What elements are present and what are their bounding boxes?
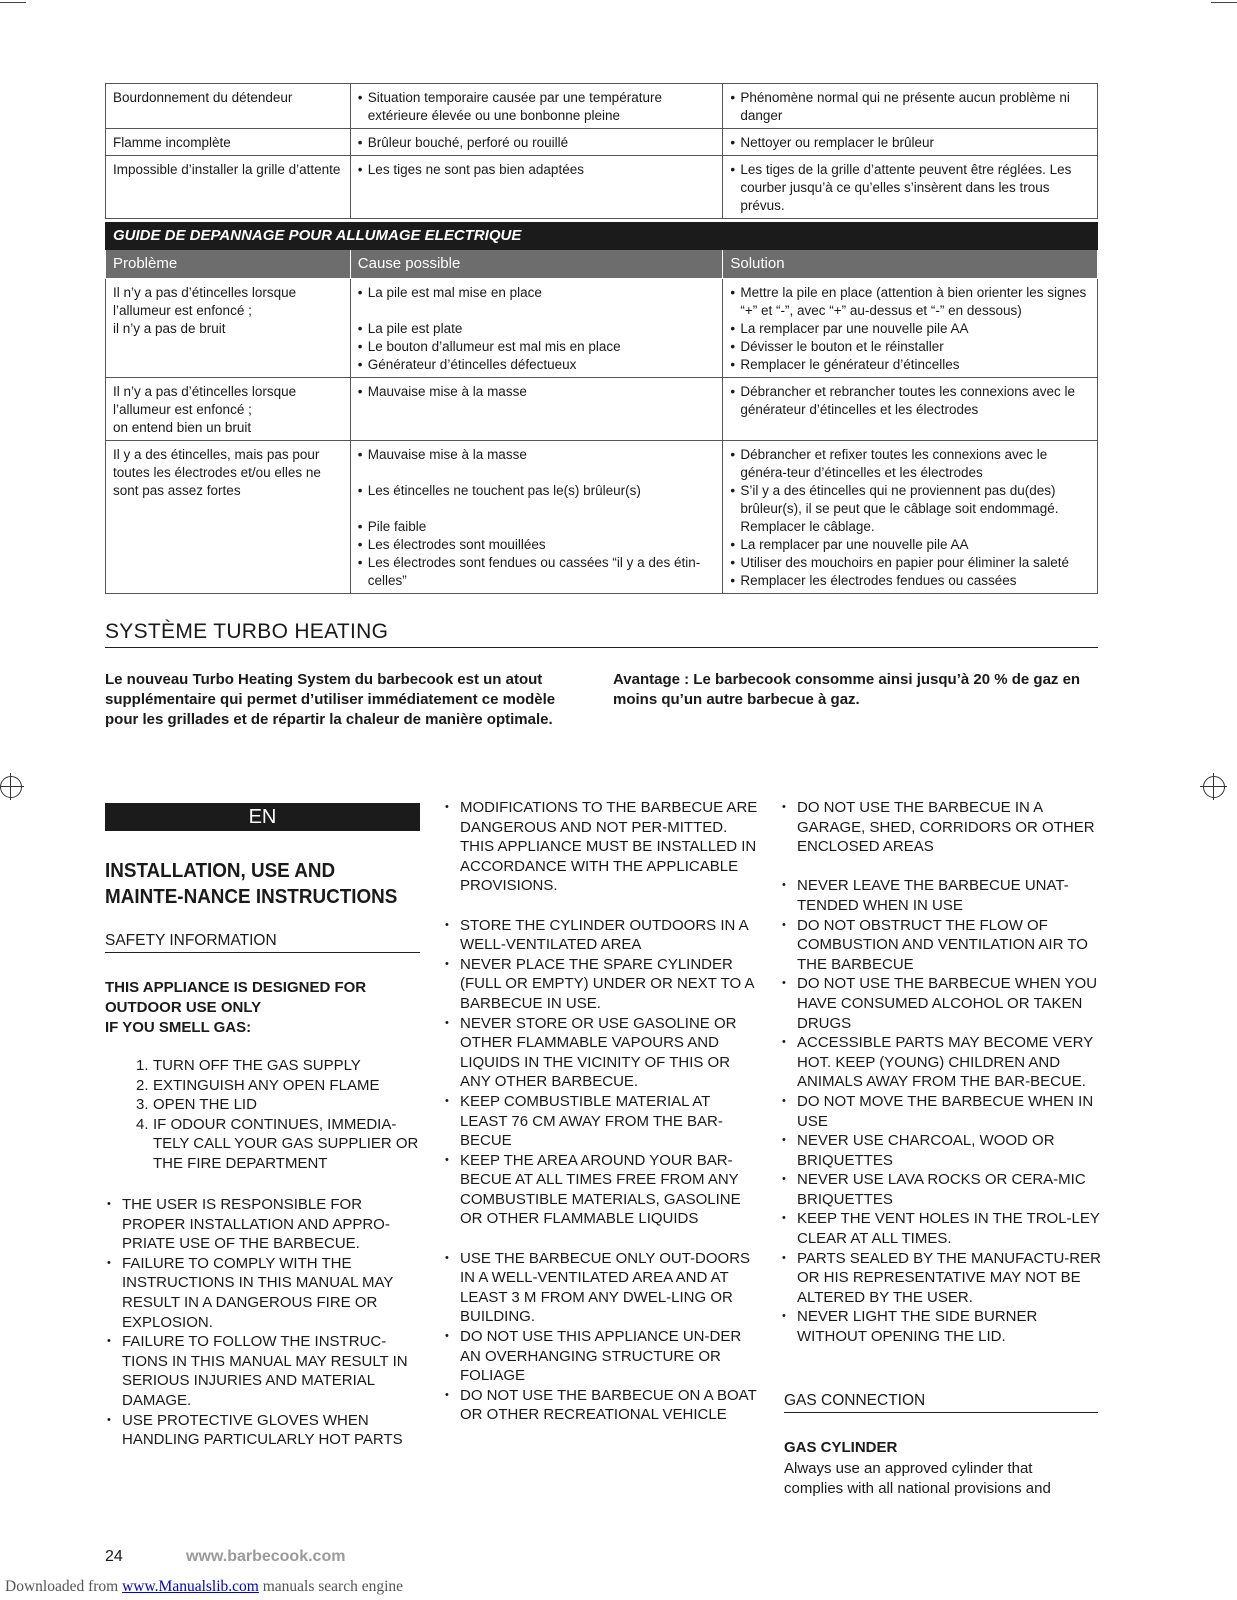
safety-bullet: • PARTS SEALED BY THE MANUFACTU-RER OR HIS REPRESENTATIVE MAY NOT BE ALTERED BY THE USER. (780, 1249, 1102, 1308)
step-text: EXTINGUISH ANY OPEN FLAME (153, 1076, 380, 1094)
table-row (106, 156, 1098, 219)
cause-item: • Le bouton d’allumeur est mal mis en place (358, 338, 716, 356)
cause-cell (350, 378, 723, 441)
solution-item: • Débrancher et refixer toutes les connexions avec le généra-teur d’étincelles et les électrodes (730, 446, 1090, 482)
manualslib-link[interactable]: www.Manualslib.com (122, 1578, 259, 1595)
language-label: EN (105, 803, 420, 831)
safety-bullet: • KEEP THE VENT HOLES IN THE TROL-LEY CLEAR AT ALL TIMES. (780, 1209, 1102, 1248)
solution-cell (723, 84, 1098, 129)
step-text: TURN OFF THE GAS SUPPLY (153, 1057, 361, 1074)
column-header-solution: Solution (723, 250, 1098, 279)
safety-list-col2 (443, 798, 761, 1425)
cause-cell (350, 279, 723, 378)
numbered-step (136, 1056, 420, 1076)
safety-bullet: • DO NOT USE THIS APPLIANCE UN-DER AN OVERHANGING STRUCTURE OR FOLIAGE (443, 1327, 761, 1386)
solution-item: • S’il y a des étincelles qui ne proviennent pas du(des) brûleur(s), il se peut que le câblage soit endommagé. Remplacer le câblage. (730, 482, 1090, 536)
safety-bullet: • USE PROTECTIVE GLOVES WHEN HANDLING PARTICULARLY HOT PARTS (105, 1411, 423, 1450)
section-title-turbo-heating: SYSTÈME TURBO HEATING (105, 620, 1098, 648)
crop-mark (0, 2, 26, 3)
safety-bullet: • FAILURE TO FOLLOW THE INSTRUC-TIONS IN THIS MANUAL MAY RESULT IN SERIOUS INJURIES AND MATERIAL DAMAGE. (105, 1332, 423, 1410)
cause-item: • Les tiges ne sont pas bien adaptées (358, 161, 716, 179)
safety-bullet: • DO NOT OBSTRUCT THE FLOW OF COMBUSTION AND VENTILATION AIR TO THE BARBECUE (780, 916, 1102, 975)
numbered-step (136, 1076, 420, 1096)
solution-cell (723, 378, 1098, 441)
safety-bullet: • DO NOT MOVE THE BARBECUE WHEN IN USE (780, 1092, 1102, 1131)
note-line: IF YOU SMELL GAS: (105, 1019, 252, 1036)
solution-item: • Dévisser le bouton et le réinstaller (730, 338, 1090, 356)
step-number: 3. (136, 1096, 149, 1114)
cause-item: • Les électrodes sont fendues ou cassées “il y a des étin-celles” (358, 554, 716, 590)
solution-item: • Utiliser des mouchoirs en papier pour éliminer la saleté (730, 554, 1090, 572)
turbo-advantage-text: Avantage : Le barbecook consomme ainsi jusqu’à 20 % de gaz en moins qu’un autre barbecue à gaz. (613, 671, 1081, 708)
solution-item: • Nettoyer ou remplacer le brûleur (730, 134, 1090, 152)
gas-connection-heading: GAS CONNECTION (784, 1392, 1098, 1413)
safety-bullet: • THE USER IS RESPONSIBLE FOR PROPER INSTALLATION AND APPRO-PRIATE USE OF THE BARBECUE. (105, 1195, 423, 1254)
turbo-intro-text: Le nouveau Turbo Heating System du barbecook est un atout supplémentaire qui permet d’utiliser immédiatement ce modèle pour les grillades et de répartir la chaleur de manière optimale. (105, 671, 556, 728)
solution-item: • Mettre la pile en place (attention à bien orienter les signes “+” et “-”, avec “+” au-dessus et “-” en dessous) (730, 284, 1090, 320)
gas-smell-steps (136, 1056, 420, 1174)
page-title: INSTALLATION, USE AND MAINTE-NANCE INSTRUCTIONS (105, 859, 398, 908)
problem-text: Flamme incomplète (113, 135, 231, 150)
spacer (780, 857, 1102, 877)
problem-text: Impossible d’installer la grille d’attente (113, 162, 341, 177)
download-suffix: manuals search engine (258, 1578, 404, 1595)
solution-cell (723, 441, 1098, 594)
cause-item: • Situation temporaire causée par une température extérieure élevée ou une bonbonne pleine (358, 89, 716, 125)
step-number: 1. (136, 1057, 149, 1074)
cause-item: • Générateur d’étincelles défectueux (358, 356, 716, 374)
safety-bullet: • KEEP COMBUSTIBLE MATERIAL AT LEAST 76 CM AWAY FROM THE BAR-BECUE (443, 1092, 761, 1151)
page-number: 24 (105, 1548, 123, 1565)
cause-item: • La pile est plate (358, 320, 716, 338)
cause-item: • Pile faible (358, 518, 716, 536)
safety-bullet: • NEVER LIGHT THE SIDE BURNER WITHOUT OPENING THE LID. (780, 1307, 1102, 1346)
gas-cylinder-heading: GAS CYLINDER (784, 1439, 898, 1456)
safety-bullet: • DO NOT USE THE BARBECUE ON A BOAT OR OTHER RECREATIONAL VEHICLE (443, 1386, 761, 1425)
spacer (358, 500, 716, 518)
step-number: 2. (136, 1076, 149, 1094)
solution-cell (723, 279, 1098, 378)
cause-cell (350, 156, 723, 219)
cause-cell (350, 84, 723, 129)
download-note (5, 1578, 403, 1596)
safety-bullet: • DO NOT USE THE BARBECUE IN A GARAGE, SHED, CORRIDORS OR OTHER ENCLOSED AREAS (780, 798, 1102, 857)
column-header-problem: Problème (106, 250, 351, 279)
solution-cell (723, 156, 1098, 219)
table-row (106, 84, 1098, 129)
cause-item: • Les étincelles ne touchent pas le(s) brûleur(s) (358, 482, 716, 500)
safety-bullet: • NEVER LEAVE THE BARBECUE UNAT-TENDED WHEN IN USE (780, 876, 1102, 915)
gas-cylinder-text: Always use an approved cylinder that complies with all national provisions and (784, 1460, 1051, 1497)
safety-bullet: • FAILURE TO COMPLY WITH THE INSTRUCTIONS IN THIS MANUAL MAY RESULT IN A DANGEROUS FIRE OR EXPLOSION. (105, 1254, 423, 1332)
solution-item: • La remplacer par une nouvelle pile AA (730, 320, 1090, 338)
ignition-troubleshooting-table (105, 222, 1098, 594)
table-row (106, 279, 1098, 378)
column-header-cause: Cause possible (350, 250, 723, 279)
problem-text: Il n’y a pas d’étincelles lorsque l’allumeur est enfoncé ; (113, 384, 297, 417)
safety-bullet: • ACCESSIBLE PARTS MAY BECOME VERY HOT. KEEP (YOUNG) CHILDREN AND ANIMALS AWAY FROM THE BAR-BECUE. (780, 1033, 1102, 1092)
safety-information-heading: SAFETY INFORMATION (105, 932, 420, 953)
safety-bullet: • NEVER PLACE THE SPARE CYLINDER (FULL OR EMPTY) UNDER OR NEXT TO A BARBECUE IN USE. (443, 955, 761, 1014)
problem-cell (106, 156, 351, 219)
problem-text: Il y a des étincelles, mais pas pour toutes les électrodes et/ou elles ne sont pas assez fortes (113, 447, 321, 498)
cause-item: • Les électrodes sont mouillées (358, 536, 716, 554)
cause-cell (350, 441, 723, 594)
safety-bullet: • NEVER STORE OR USE GASOLINE OR OTHER FLAMMABLE VAPOURS AND LIQUIDS IN THE VICINITY OF THIS OR ANY OTHER BARBECUE. (443, 1014, 761, 1092)
problem-text: il n’y a pas de bruit (113, 321, 226, 336)
problem-cell (106, 279, 351, 378)
safety-bullet: • MODIFICATIONS TO THE BARBECUE ARE DANGEROUS AND NOT PER-MITTED. THIS APPLIANCE MUST BE INSTALLED IN ACCORDANCE WITH THE APPLICABLE PROVISIONS. (443, 798, 761, 896)
numbered-step (136, 1095, 420, 1115)
spacer (358, 464, 716, 482)
safety-bullet: • KEEP THE AREA AROUND YOUR BAR-BECUE AT ALL TIMES FREE FROM ANY COMBUSTIBLE MATERIALS, GASOLINE OR OTHER FLAMMABLE LIQUIDS (443, 1151, 761, 1229)
cause-item: • Brûleur bouché, perforé ou rouillé (358, 134, 716, 152)
problem-text: Il n’y a pas d’étincelles lorsque l’allumeur est enfoncé ; (113, 285, 297, 318)
table-row (106, 129, 1098, 156)
troubleshooting-table-continued (105, 83, 1098, 219)
solution-item: • Les tiges de la grille d’attente peuvent être réglées. Les courber jusqu’à ce qu’elles s’insèrent dans les trous prévus. (730, 161, 1090, 215)
safety-bullet: • DO NOT USE THE BARBECUE WHEN YOU HAVE CONSUMED ALCOHOL OR TAKEN DRUGS (780, 974, 1102, 1033)
solution-item: • Débrancher et rebrancher toutes les connexions avec le générateur d’étincelles et les électrodes (730, 383, 1090, 419)
solution-cell (723, 129, 1098, 156)
note-line: OUTDOOR USE ONLY (105, 999, 262, 1016)
safety-bullet: • USE THE BARBECUE ONLY OUT-DOORS IN A WELL-VENTILATED AREA AND AT LEAST 3 M FROM ANY DWEL-LING OR BUILDING. (443, 1249, 761, 1327)
solution-item: • Remplacer le générateur d’étincelles (730, 356, 1090, 374)
footer-website: www.barbecook.com (186, 1548, 346, 1565)
table-row (106, 378, 1098, 441)
registration-mark-icon (0, 776, 22, 798)
note-line: THIS APPLIANCE IS DESIGNED FOR (105, 979, 367, 996)
table-row (106, 441, 1098, 594)
safety-list-col1 (105, 1195, 423, 1450)
problem-cell (106, 84, 351, 129)
safety-list-col3 (780, 798, 1102, 1347)
step-number: 4. (136, 1115, 149, 1133)
outdoor-use-note (105, 978, 420, 1038)
solution-item: • Remplacer les électrodes fendues ou cassées (730, 572, 1090, 590)
problem-cell (106, 441, 351, 594)
safety-bullet: • NEVER USE LAVA ROCKS OR CERA-MIC BRIQUETTES (780, 1170, 1102, 1209)
spacer (443, 896, 761, 916)
download-prefix: Downloaded from (5, 1578, 123, 1595)
safety-bullet: • NEVER USE CHARCOAL, WOOD OR BRIQUETTES (780, 1131, 1102, 1170)
problem-text: Bourdonnement du détendeur (113, 90, 293, 105)
problem-cell (106, 129, 351, 156)
registration-mark-icon (1203, 776, 1225, 798)
cause-item: • La pile est mal mise en place (358, 284, 716, 302)
numbered-step (136, 1115, 420, 1174)
step-text: IF ODOUR CONTINUES, IMMEDIA-TELY CALL YOUR GAS SUPPLIER OR THE FIRE DEPARTMENT (153, 1115, 419, 1172)
problem-text: on entend bien un bruit (113, 420, 252, 435)
problem-cell (106, 378, 351, 441)
solution-item: • Phénomène normal qui ne présente aucun problème ni danger (730, 89, 1090, 125)
crop-mark (1211, 2, 1237, 3)
cause-item: • Mauvaise mise à la masse (358, 446, 716, 464)
solution-item: • La remplacer par une nouvelle pile AA (730, 536, 1090, 554)
cause-cell (350, 129, 723, 156)
safety-bullet: • STORE THE CYLINDER OUTDOORS IN A WELL-VENTILATED AREA (443, 916, 761, 955)
spacer (443, 1229, 761, 1249)
cause-item: • Mauvaise mise à la masse (358, 383, 716, 401)
spacer (358, 302, 716, 320)
step-text: OPEN THE LID (153, 1096, 257, 1114)
table-title: GUIDE DE DEPANNAGE POUR ALLUMAGE ELECTRIQUE (106, 223, 1098, 250)
